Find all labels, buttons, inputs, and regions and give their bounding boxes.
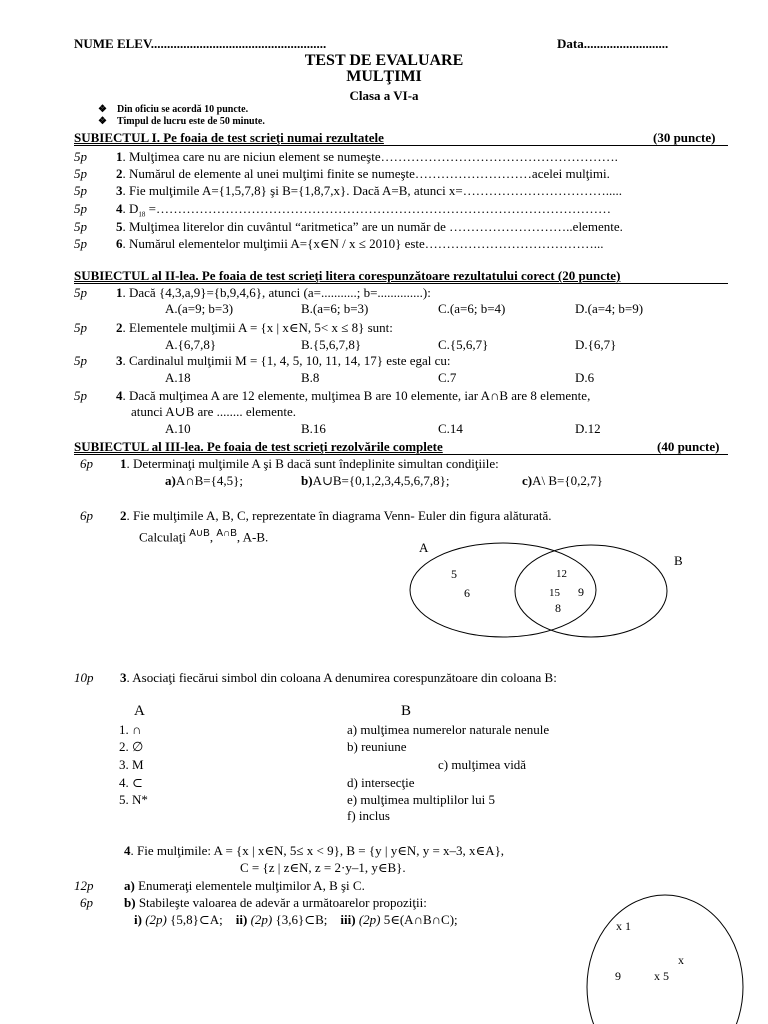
answer-option: B.8 — [301, 370, 320, 385]
circle-element: x 5 — [654, 969, 669, 983]
column-a-item: 4. ⊂ — [119, 775, 143, 790]
section-divider — [74, 454, 728, 455]
venn-element: 12 — [556, 568, 567, 580]
item-score: 6p — [80, 456, 93, 471]
set-b-label: B — [674, 553, 683, 568]
question-line: 2. Elementele mulţimii A = {x | x∈N, 5< x ≤ 8} sunt: — [116, 320, 393, 335]
set-b-ellipse — [515, 545, 667, 637]
question-line: 4. $D_{18}$ =…………………………………………………………………………………………… — [116, 201, 611, 219]
item-score: 5p — [74, 219, 87, 234]
section-divider — [74, 283, 728, 284]
question-line: 5. Mulţimea literelor din cuvântul “aritmetica” are un număr de ………………………..elemente. — [116, 219, 623, 234]
item-score: 5p — [74, 320, 87, 335]
column-b-item: f) inclus — [347, 808, 390, 823]
bullet-line: ❖ Din oficiu se acordă 10 puncte. — [98, 104, 249, 115]
item-score: 12p — [74, 878, 94, 893]
answer-option: D.12 — [575, 421, 601, 436]
answer-option: A.18 — [165, 370, 191, 385]
date-dots: .......................... — [583, 36, 669, 51]
column-a-item: 3. M — [119, 757, 144, 772]
date-label: Data — [557, 36, 584, 51]
student-name-field — [74, 36, 326, 52]
question-line: 1. Determinaţi mulţimile A şi B dacă sunt îndeplinite simultan condiţiile: — [120, 456, 499, 471]
proposition-line: i) (2p) {5,8}⊂A; ii) (2p) {3,6}⊂B; iii) (2p) 5∈(A∩B∩C); — [134, 912, 458, 927]
item-score: 5p — [74, 149, 87, 164]
answer-option: B.(a=6; b=3) — [301, 301, 369, 316]
circle-element: x 1 — [616, 919, 631, 933]
section-points: (30 puncte) — [653, 130, 716, 145]
column-b-header: B — [401, 703, 412, 719]
question-line: 3. Fie mulţimile A={1,5,7,8} şi B={1,8,7,x}. Dacă A=B, atunci x=……………………………..... — [116, 183, 623, 198]
condition: a)A∩B={4,5}; — [165, 473, 243, 488]
answer-option: C.{5,6,7} — [438, 337, 489, 352]
venn-element: 9 — [578, 585, 584, 599]
set-circle-diagram — [580, 892, 760, 1024]
answer-option: D.(a=4; b=9) — [575, 301, 644, 316]
venn-element: 8 — [555, 601, 561, 615]
column-a-item: 1. ∩ — [119, 722, 142, 737]
question-continuation: C = {z | z∈N, z = 2·y–1, y∈B}. — [240, 860, 406, 875]
sub-question: b) Stabileşte valoarea de adevăr a următoarelor propoziţii: — [124, 895, 427, 910]
question-line: 6. Numărul elementelor mulţimii A={x∈N / x ≤ 2010} este…………………………………... — [116, 236, 604, 251]
venn-element: 5 — [451, 567, 457, 581]
column-b-item: c) mulţimea vidă — [438, 757, 527, 772]
question-continuation: atunci A∪B are ........ elemente. — [131, 404, 297, 419]
item-score: 5p — [74, 236, 87, 251]
bullet-text: Timpul de lucru este de 50 minute. — [116, 116, 265, 127]
condition: b)A∪B={0,1,2,3,4,5,6,7,8}; — [301, 473, 450, 488]
condition: c)A\ B={0,2,7} — [522, 473, 603, 488]
item-score: 5p — [74, 388, 87, 403]
answer-option: C.14 — [438, 421, 463, 436]
answer-option: A.(a=9; b=3) — [165, 301, 234, 316]
column-a-header: A — [134, 703, 145, 719]
section-title: SUBIECTUL al II-lea. Pe foaia de test scrieţi litera corespunzătoare rezultatului corect (20 puncte) — [74, 268, 621, 283]
column-b-item: e) mulţimea multiplilor lui 5 — [347, 792, 496, 807]
answer-option: A.{6,7,8} — [165, 337, 217, 352]
venn-element: 6 — [464, 586, 470, 600]
item-score: 5p — [74, 183, 87, 198]
question-line: 2. Numărul de elemente al unei mulţimi finite se numeşte………………………acelei mulţimi. — [116, 166, 610, 181]
venn-element: 15 — [549, 587, 560, 599]
question-line: 3. Cardinalul mulţimii M = {1, 4, 5, 10, 11, 14, 17} este egal cu: — [116, 353, 451, 368]
section-title: SUBIECTUL al III-lea. Pe foaia de test scrieţi rezolvările complete — [74, 439, 443, 454]
item-score: 6p — [80, 508, 93, 523]
question-line: 1. Mulţimea care nu are niciun element se numeşte………………………………………………. — [116, 149, 618, 164]
item-score: 5p — [74, 285, 87, 300]
item-score: 5p — [74, 201, 87, 216]
section-divider — [74, 145, 728, 146]
column-b-item: d) intersecţie — [347, 775, 415, 790]
question-line: 4. Dacă mulţimea A are 12 elemente, mulţimea B are 10 elemente, iar A∩B are 8 elemente, — [116, 388, 591, 403]
item-score: 5p — [74, 166, 87, 181]
answer-option: C.7 — [438, 370, 457, 385]
bullet-line: ❖ Timpul de lucru este de 50 minute. — [98, 116, 265, 127]
answer-option: D.{6,7} — [575, 337, 617, 352]
item-score: 10p — [74, 670, 94, 685]
item-score: 5p — [74, 353, 87, 368]
answer-option: C.(a=6; b=4) — [438, 301, 506, 316]
circle-element: 9 — [615, 969, 621, 983]
answer-option: B.16 — [301, 421, 326, 436]
answer-option: D.6 — [575, 370, 595, 385]
sub-question: a) Enumeraţi elementele mulţimilor A, B şi C. — [124, 878, 365, 893]
question-line: 1. Dacă {4,3,a,9}={b,9,4,6}, atunci (a=...........; b=..............): — [116, 285, 431, 300]
set-a-label: A — [419, 540, 429, 555]
bullet-text: Din oficiu se acordă 10 puncte. — [116, 104, 249, 115]
name-label: NUME ELEV — [74, 36, 151, 51]
set-a-ellipse — [410, 543, 596, 637]
column-b-item: a) mulţimea numerelor naturale nenule — [347, 722, 550, 737]
class-label: Clasa a VI-a — [349, 88, 419, 103]
section-title: SUBIECTUL I. Pe foaia de test scrieţi numai rezultatele — [74, 130, 384, 145]
date-field — [557, 36, 668, 52]
question-line: 3. Asociaţi fiecărui simbol din coloana A denumirea corespunzătoare din coloana B: — [120, 670, 557, 685]
set-circle — [587, 895, 743, 1024]
page-subtitle: MULŢIMI — [346, 68, 422, 85]
name-dots: ...................................................... — [150, 36, 327, 51]
question-line: 4. Fie mulţimile: A = {x | x∈N, 5≤ x < 9}, B = {y | y∈N, y = x–3, x∈A}, — [124, 843, 505, 858]
page-title: TEST DE EVALUARE — [304, 52, 464, 69]
column-a-item: 5. N* — [119, 792, 148, 807]
calculate-line: Calculaţi $^{A\cup B}$, $^{A\cap B}$, A-B. — [139, 528, 269, 545]
column-a-item: 2. ∅ — [119, 739, 144, 754]
column-b-item: b) reuniune — [347, 739, 407, 754]
answer-option: A.10 — [165, 421, 191, 436]
circle-element: x — [678, 953, 684, 967]
item-score: 6p — [80, 895, 93, 910]
answer-option: B.{5,6,7,8} — [301, 337, 362, 352]
section-points: (40 puncte) — [657, 439, 720, 454]
question-line: 2. Fie mulţimile A, B, C, reprezentate în diagrama Venn- Euler din figura alăturată. — [120, 508, 552, 523]
venn-diagram — [400, 535, 690, 645]
